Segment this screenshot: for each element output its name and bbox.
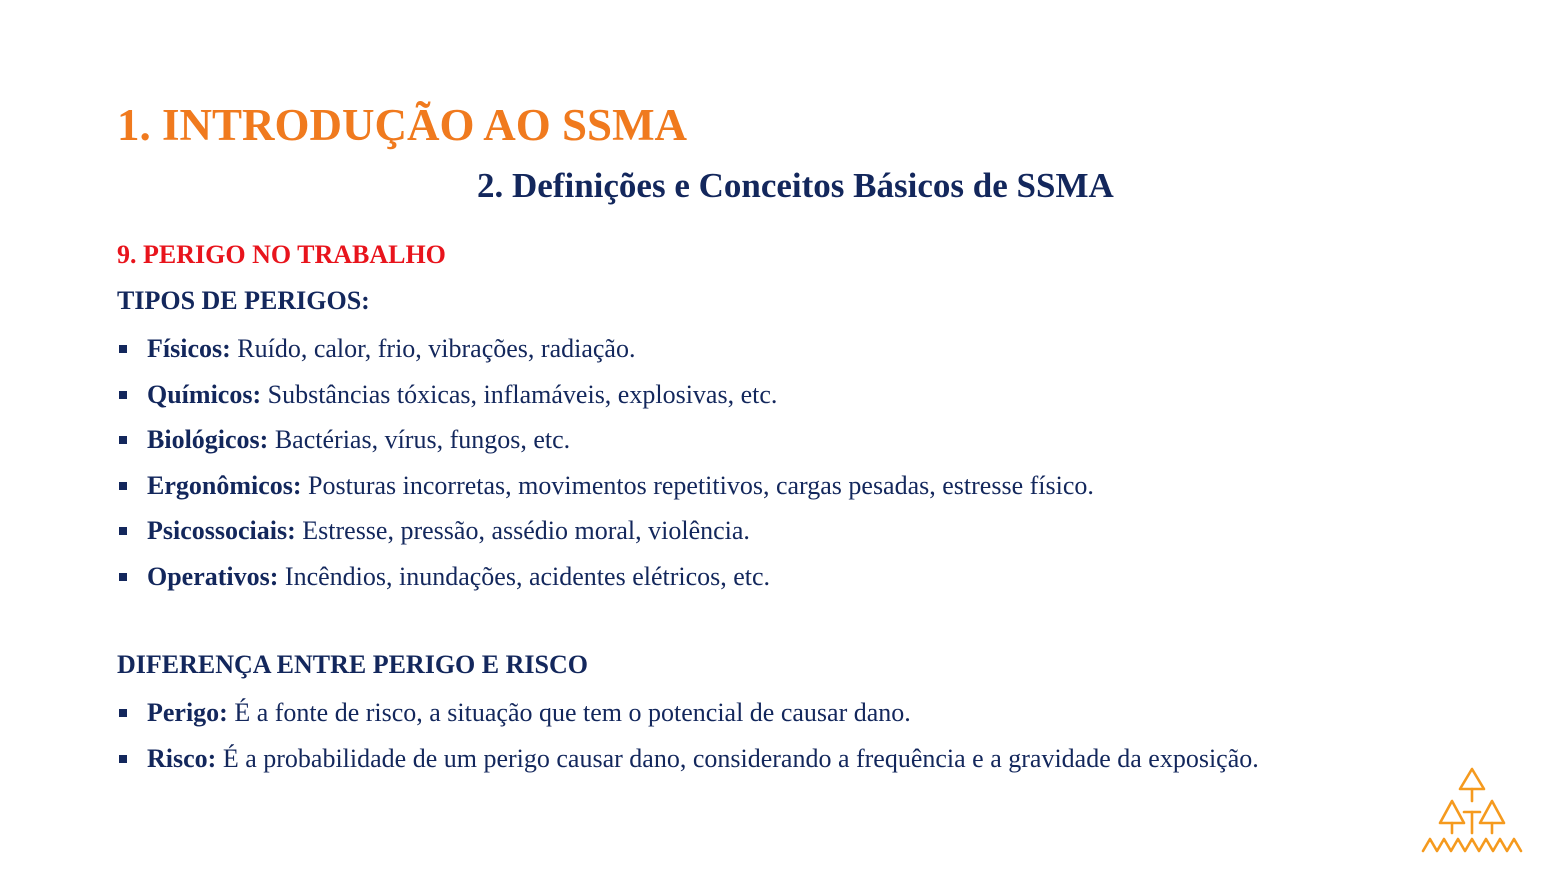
hazard-types-list bbox=[117, 336, 1094, 609]
item-term: Químicos: bbox=[147, 379, 262, 409]
square-bullet-icon bbox=[119, 573, 127, 581]
item-term: Psicossociais: bbox=[147, 516, 296, 545]
item-text: Posturas incorretas, movimentos repetitivos, cargas pesadas, estresse físico. bbox=[301, 470, 1094, 500]
item-text: Estresse, pressão, assédio moral, violência. bbox=[295, 516, 750, 545]
square-bullet-icon bbox=[119, 709, 127, 717]
item-term: Perigo: bbox=[147, 698, 228, 727]
item-text: Substâncias tóxicas, inflamáveis, explosivas, etc. bbox=[261, 379, 778, 409]
item-text: É a probabilidade de um perigo causar dano, considerando a frequência e a gravidade da exposição. bbox=[216, 743, 1259, 773]
square-bullet-icon bbox=[119, 755, 127, 763]
section-title: 9. PERIGO NO TRABALHO bbox=[117, 240, 446, 269]
list-item-operativos bbox=[117, 561, 1094, 610]
item-text: Bactérias, vírus, fungos, etc. bbox=[268, 425, 571, 454]
item-term: Operativos: bbox=[147, 561, 279, 591]
difference-list bbox=[117, 700, 1259, 791]
item-term: Risco: bbox=[147, 743, 217, 773]
sub-title: 2. Definições e Conceitos Básicos de SSMA bbox=[477, 166, 1114, 205]
square-bullet-icon bbox=[119, 345, 127, 353]
list-item-fisicos bbox=[117, 336, 1094, 382]
item-text: Ruído, calor, frio, vibrações, radiação. bbox=[230, 334, 636, 363]
orange-triangles-logo-icon bbox=[1420, 765, 1524, 855]
item-text: É a fonte de risco, a situação que tem o potencial de causar dano. bbox=[227, 698, 911, 727]
item-term: Biológicos: bbox=[147, 425, 269, 454]
list-item-risco bbox=[117, 743, 1259, 792]
list-item-biologicos bbox=[117, 427, 1094, 473]
list-item-perigo bbox=[117, 700, 1259, 746]
main-title: 1. INTRODUÇÃO AO SSMA bbox=[117, 100, 688, 150]
item-term: Ergonômicos: bbox=[147, 470, 302, 500]
square-bullet-icon bbox=[119, 527, 127, 535]
difference-heading: DIFERENÇA ENTRE PERIGO E RISCO bbox=[117, 650, 588, 679]
list-item-psicossociais bbox=[117, 518, 1094, 564]
types-heading: TIPOS DE PERIGOS: bbox=[117, 286, 370, 315]
list-item-quimicos bbox=[117, 379, 1094, 428]
square-bullet-icon bbox=[119, 391, 127, 399]
square-bullet-icon bbox=[119, 482, 127, 490]
square-bullet-icon bbox=[119, 436, 127, 444]
list-item-ergonomicos bbox=[117, 470, 1094, 519]
item-term: Físicos: bbox=[147, 334, 231, 363]
item-text: Incêndios, inundações, acidentes elétricos, etc. bbox=[278, 561, 771, 591]
